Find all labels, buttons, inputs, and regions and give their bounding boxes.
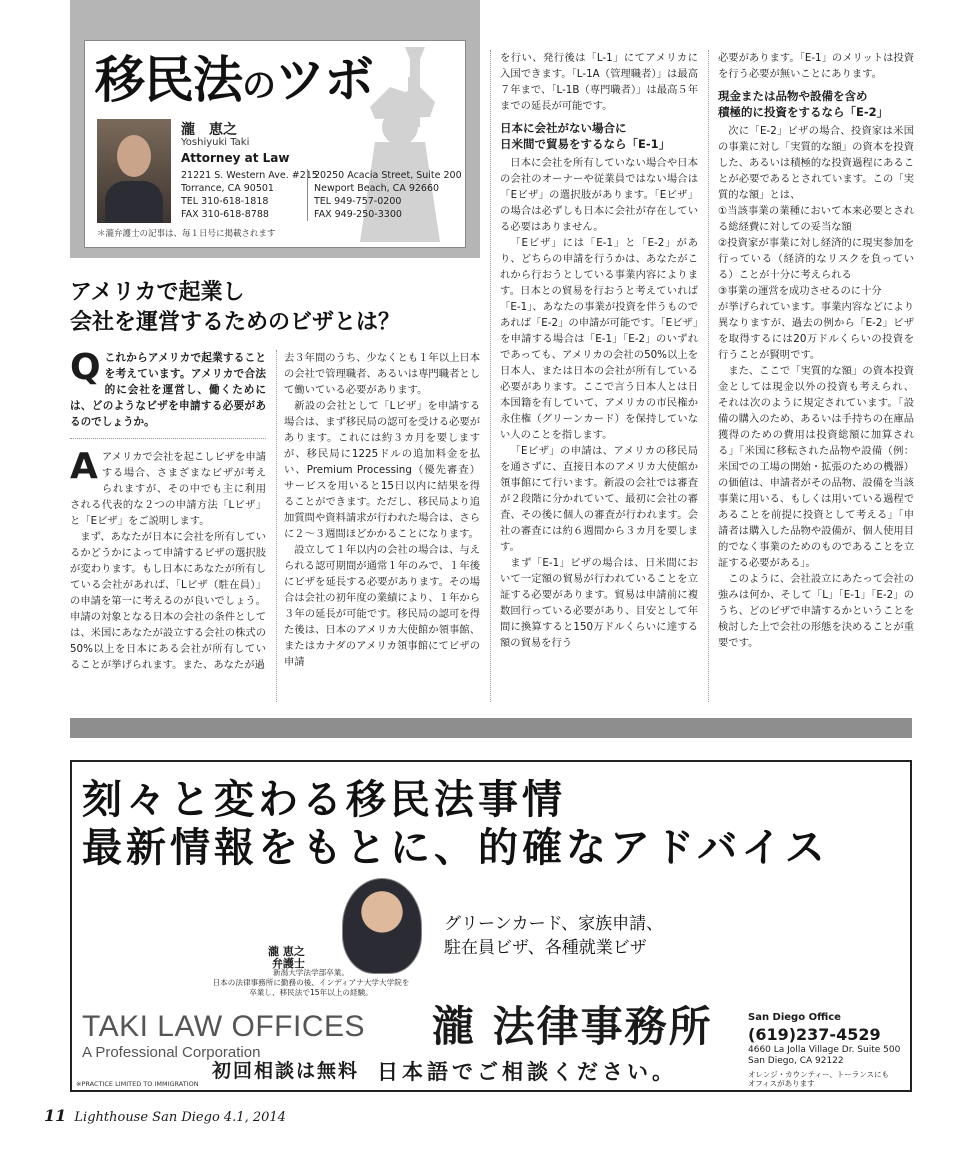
paragraph: 設立して１年以内の会社の場合は、与えられる認可期間が通常１年のみで、１年後にビザを延長する必要があります。その場合は会社の初年度の業績により、１年から３年の延長が可能です。移民局の認可を得た後は、日本のアメリカ大使館か領事館、またはカナダのアメリカ領事館にてビザの申請 (284, 544, 480, 668)
article-column-4 (718, 50, 914, 651)
torrance-address: 21221 S. Western Ave. #215 Torrance, CA 90501 TEL 310-618-1818 FAX 310-618-8788 (181, 170, 318, 220)
list-item: ②投資家が事業に対し経済的に現実参加を行っている（経済的なリスクを負っている）ことが十分に考えられる (718, 237, 914, 281)
page-number: 11 (44, 1106, 67, 1125)
column-divider (708, 50, 709, 702)
office-address: 4660 La Jolla Village Dr. Suite 500 San Diego, CA 92122 (748, 1045, 901, 1066)
ad-lawyer-bio: 新潟大学法学部卒業。 日本の法律事務所に勤務の後、インディアナ大学大学院を 卒業し、移民法で15年以上の経験。 (212, 968, 410, 997)
answer-letter: A (70, 446, 98, 487)
author-photo (97, 119, 171, 223)
article-column-2 (284, 350, 480, 670)
column-divider (276, 350, 277, 702)
paragraph: まず、あなたが日本に会社を所有しているかどうかによって申請するビザの選択肢が変わります。もし日本にあなたが所有している会社があれば、「Lビザ（駐在員）」の申請を第一に考えるのが良いでしょう。申請の対象となる日本の会社の条件としては、米国にあなたが設立する会社の株式の50%以上を日本にある会社が所有していることが挙げられます。また、あなたが過 (70, 531, 266, 671)
section-separator-band (70, 718, 912, 738)
firm-name-english: TAKI LAW OFFICES (82, 1010, 366, 1043)
author-note: ＊瀧弁護士の記事は、毎１日号に掲載されます (97, 229, 276, 239)
author-title: Attorney at Law (181, 151, 290, 165)
paragraph: 新設の会社として「Lビザ」を申請する場合は、まず移民局の認可を受ける必要があります。これには約３カ月を要しますが、移民局に1225ドルの追加料金を払い、Premium Processing（優先審査）サービスを用いると15日以内に結果を得ることができます。ただし、移民局より追加質問や資料請求が行われた場合は、さらに２〜３週間ほどかかることになります。 (284, 400, 480, 540)
column-header (70, 0, 480, 258)
paragraph: また、ここで「実質的な額」の資本投資金としては現金以外の投資も考えられ、それは次のように規定されています。「設備の購入のため、あるいは手持ちの在庫品獲得のための費用は投資総額に加算される」「米国に移転された品物や設備（例：米国での工場の開始・拡張のための機器）の価値は、申請者がその品物、設備を当該事業に用いる、もしくは用いている過程であることを前提に投資として考える」「申請者は購入した品物や設備が、個人使用目的でなく事業のためのものであることを立証する必要がある」。 (718, 365, 914, 569)
question-letter: Q (70, 347, 101, 388)
paragraph: 去３年間のうち、少なくとも１年以上日本の会社で管理職者、あるいは専門職者として働いている必要があります。 (284, 352, 480, 396)
question-text: これからアメリカで起業することを考えています。アメリカで合法的に会社を運営し、働くためには、どのようなビザを申請する必要があるのでしょうか。 (70, 352, 266, 428)
list-item: ③事業の運営を成功させるのに十分 (718, 285, 882, 297)
question (70, 347, 266, 430)
paragraph: 必要があります。「E-1」のメリットは投資を行う必要が無いことにあります。 (718, 52, 914, 80)
firm-name-japanese: 瀧 法律事務所 (432, 1002, 713, 1051)
office-phone: (619)237-4529 (748, 1025, 881, 1044)
firm-subtitle: A Professional Corporation (82, 1044, 261, 1061)
office-label: San Diego Office (748, 1012, 841, 1023)
ad-lawyer-name: 瀧 恵之 弁護士 (268, 945, 305, 970)
author-name: 瀧 恵之 (181, 122, 237, 138)
free-consultation-text: 初回相談は無料 (212, 1060, 360, 1082)
paragraph: を行い、発行後は「L-1」にてアメリカに入国できます。「L-1A（管理職者）」は最高７年まで、「L-1B（専門職者）」は最高５年までの延長が可能です。 (500, 52, 698, 112)
paragraph: 次に「E-2」ビザの場合、投資家は米国の事業に対し「実質的な額」の資本を投資した、あるいは積極的な投資過程にあることが必要であるとされています。この「実質的な額」とは、 (718, 125, 914, 201)
list-item: ①当該事業の業種において本来必要とされる総経費に対しての妥当な額 (718, 205, 914, 233)
paragraph: 「Eビザ」の申請は、アメリカの移民局を通さずに、直接日本のアメリカ大使館か領事館にて行います。新設の会社では審査が２段階に分かれていて、最初に会社の審査、その後に個人の審査が行われます。会社の審査には約６週間から３カ月を要します。 (500, 445, 698, 553)
article-headline: アメリカで起業し 会社を運営するためのビザとは？ (70, 280, 401, 335)
column-title: 移民法のツボ (95, 51, 373, 109)
column-divider (490, 50, 491, 702)
other-offices-note: オレンジ・カウンティー、トーランスにも オフィスがあります (748, 1070, 889, 1088)
newport-beach-address: 20250 Acacia Street, Suite 200 Newport Beach, CA 92660 TEL 949-757-0200 FAX 949-250-3300 (307, 169, 462, 221)
author-romaji: Yoshiyuki Taki (181, 137, 250, 148)
article-column-3 (500, 50, 698, 651)
column-header-panel (84, 40, 466, 248)
paragraph: 「Eビザ」には「E-1」と「E-2」があり、どちらの申請を行うかは、あなたがこれから行おうとしている事業内容によります。日本との貿易を行おうと考えていれば「E-1」、あなたの事業が投資を伴うものであれば「E-2」の申請が可能です。「Eビザ」を申請する場合は「E-1」「E-2」のいずれであっても、アメリカの会社の50%以上を日本人、または日本の会社が所有している必要があります。ここで言う日本人とは日本国籍を有していて、アメリカの市民権か永住権（グリーンカード）を保持していない人のことを指します。 (500, 237, 698, 441)
paragraph: 日本に会社を所有していない場合や日本の会社のオーナーや従業員ではない場合は「Eビザ」の選択肢があります。「Eビザ」の場合は必ずしも日本に会社が存在している必要はありません。 (500, 157, 698, 233)
paragraph: まず「E-1」ビザの場合は、日米間において一定額の貿易が行われていることを立証する必要があります。貿易は申請前に複数回行っている必要があり、目安として年間に換算すると150万ドルくらいに達する額の貿易を行う (500, 557, 698, 649)
qa-divider (70, 438, 266, 439)
paragraph: このように、会社設立にあたって会社の強みは何か、そして「L」「E-1」「E-2」のうち、どのビザで申請するかということを検討した上で会社の形態を決めることが重要です。 (718, 573, 914, 649)
article-column-1 (70, 347, 266, 673)
answer: Aアメリカで会社を起こしビザを申請する場合、さまざまなビザが考えられますが、その中でも主に利用される代表的な２つの申請方法「Lビザ」と「Eビザ」をご説明します。 まず、あなたが日本に会社を所有しているかどうかによって申請するビザの選択肢が変わります。もし日本にあなたが所有している会社があれば、「Lビザ（駐在員）」の申請を第一に考えるのが良いでしょう。申請の対象となる日本の会社の条件としては、米国にあなたが設立する会社の株式の50%以上を日本にある会社が所有していることが挙げられます。また、あなたが過 (70, 446, 266, 671)
ad-headline-1: 刻々と変わる移民法事情 (82, 777, 566, 823)
law-office-advertisement (70, 760, 912, 1092)
practice-note: ※PRACTICE LIMITED TO IMMIGRATION (76, 1080, 199, 1088)
lawyer-photo (342, 878, 422, 974)
ad-headline-2: 最新情報をもとに、的確なアドバイス (82, 825, 829, 871)
section-heading-e2: 現金または品物や設備を含め 積極的に投資をするなら「E-2」 (718, 89, 889, 119)
paragraph: が挙げられています。事業内容などにより異なりますが、過去の例から「E-2」ビザを取得するには20万ドルくらいの投資を行うことが賢明です。 (718, 301, 914, 361)
ad-services: グリーンカード、家族申請、 駐在員ビザ、各種就業ビザ (444, 914, 664, 958)
japanese-consultation-text: 日本語でご相談ください。 (377, 1060, 677, 1084)
section-heading-e1: 日本に会社がない場合に 日米間で貿易をするなら「E-1」 (500, 121, 671, 151)
publication-name: Lighthouse San Diego 4.1, 2014 (74, 1110, 286, 1125)
page-footer (44, 1106, 286, 1125)
